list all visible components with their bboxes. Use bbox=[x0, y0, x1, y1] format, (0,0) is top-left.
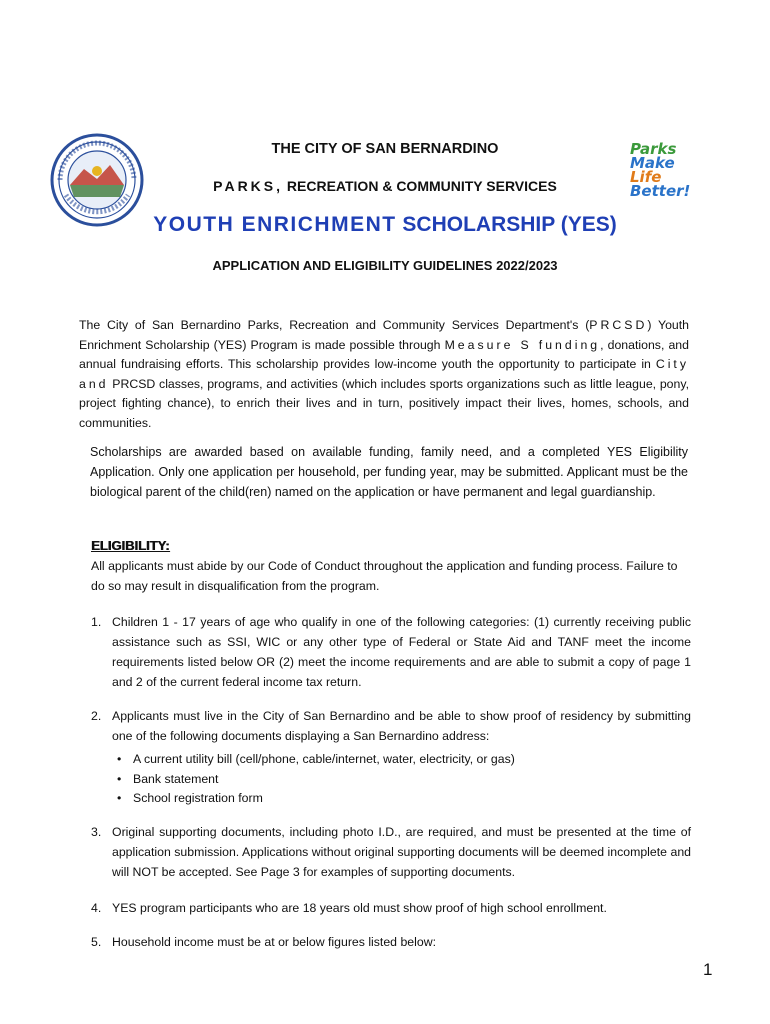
main-title: YOUTH ENRICHMENT SCHOLARSHIP (YES) bbox=[153, 213, 617, 236]
sub-title: APPLICATION AND ELIGIBILITY GUIDELINES 2022/2023 bbox=[212, 258, 558, 273]
eligibility-item: 1. Children 1 - 17 years of age who qualify in one of the following categories: (1) currently receiving public assistance such as SSI, WIC or any other type of Federal or State Aid and TANF meet the income requirements listed below OR (2) meet the income requirements and are able to submit a copy of page 1 and 2 of the current federal income tax return. bbox=[91, 615, 691, 689]
list-item: • School registration form bbox=[112, 789, 691, 809]
eligibility-item: 2. Applicants must live in the City of San Bernardino and be able to show proof of residency by submitting one of the following documents displaying a San Bernardino address: • A current utility bill (cell/phone, cable/internet, water, electricity, or gas) • Bank statement • School registration form bbox=[91, 706, 691, 809]
eligibility-heading: ELIGIBILITY: bbox=[91, 538, 170, 553]
list-item: • A current utility bill (cell/phone, cable/internet, water, electricity, or gas) bbox=[112, 750, 691, 770]
department-title: PARKS, RECREATION & COMMUNITY SERVICES bbox=[213, 178, 557, 194]
residency-documents-list bbox=[112, 750, 691, 809]
page-number: 1 bbox=[703, 960, 713, 979]
logo-line-life: Life bbox=[630, 168, 662, 186]
intro-paragraph: The City of San Bernardino Parks, Recreation and Community Services Department's (PRCSD) Youth Enrichment Scholarship (YES) Program is made possible through Measure S funding, donations, and annual fundraising efforts. This scholarship provides low-income youth the opportunity to participate in City and PRCSD classes, programs, and activities (which includes sports organizations such as little league, pony, project fighting chance), to enrich their lives and in turn, positively impact their lives, homes, schools, and communities. bbox=[79, 318, 690, 430]
eligibility-item: 4. YES program participants who are 18 years old must show proof of high school enrollment. bbox=[91, 901, 607, 915]
list-item: • Bank statement bbox=[112, 770, 691, 790]
logo-line-parks: Parks bbox=[630, 140, 677, 158]
eligibility-item: 3. Original supporting documents, including photo I.D., are required, and must be presented at the time of application submission. Applications without original supporting documents will be deemed incomplete and will NOT be accepted. See Page 3 for examples of supporting documents. bbox=[91, 825, 691, 879]
city-title: THE CITY OF SAN BERNARDINO bbox=[271, 141, 499, 157]
eligibility-intro: All applicants must abide by our Code of Conduct throughout the application and funding process. Failure to do so may result in disqualification from the program. bbox=[91, 559, 678, 593]
scholarship-paragraph: Scholarships are awarded based on available funding, family need, and a completed YES Eligibility Application. Only one application per household, per funding year, may be submitted. Applicant must be the biological parent of the child(ren) named on the application or have permanent and legal guardianship. bbox=[90, 445, 688, 499]
eligibility-item: 5. Household income must be at or below figures listed below: bbox=[91, 935, 436, 949]
logo-line-better: Better! bbox=[630, 182, 691, 200]
logo-line-make: Make bbox=[630, 154, 675, 172]
